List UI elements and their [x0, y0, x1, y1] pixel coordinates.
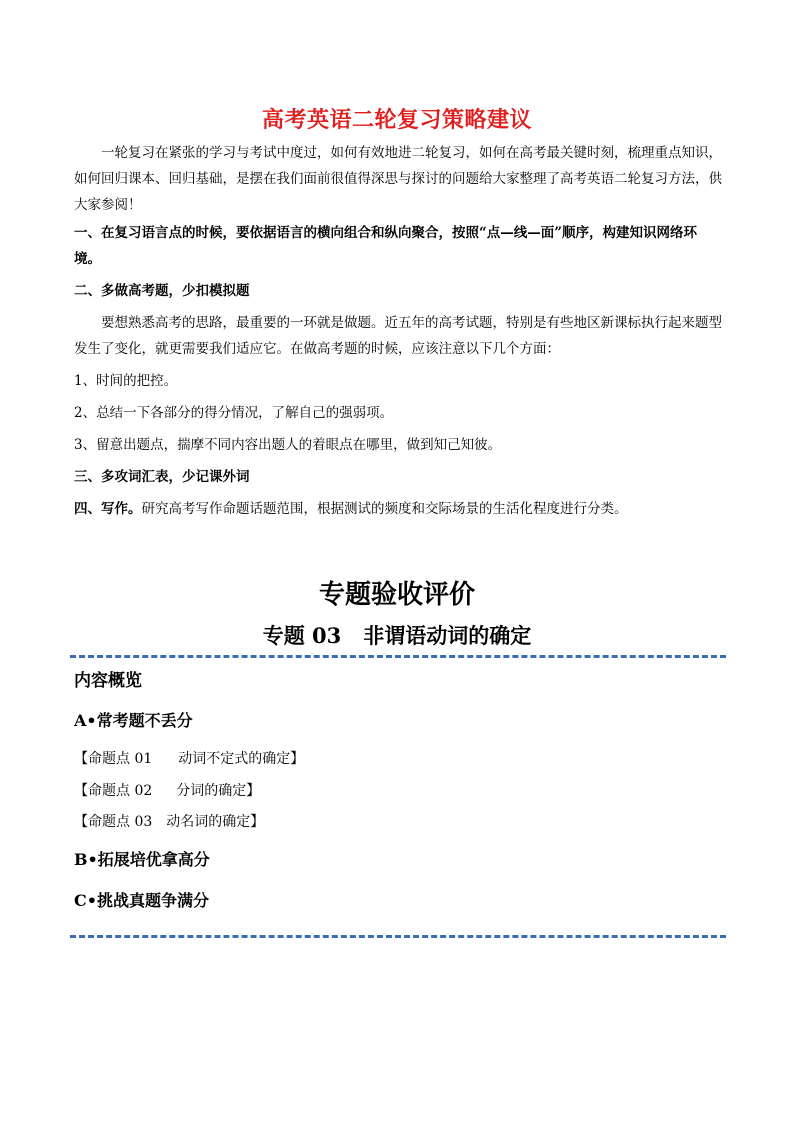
strategy-point-4-text: 研究高考写作命题话题范围，根据测试的频度和交际场景的生活化程度进行分类。	[141, 501, 628, 517]
strategy-point-2-body: 要想熟悉高考的思路，最重要的一环就是做题。近五年的高考试题，特别是有些地区新课标执行起来题型发生了变化，就更需要我们适应它。在做高考题的时候，应该注意以下几个方面：	[74, 315, 722, 357]
strategy-point-1: 一、在复习语言点的时候，要依据语言的横向组合和纵向聚合，按照“点—线—面”顺序，构建知识网络环境。	[74, 225, 698, 267]
subtitle-prefix: 专题 03	[262, 623, 342, 648]
strategy-point-3: 三、多攻词汇表，少记课外词	[74, 469, 250, 485]
topic-point-1	[74, 748, 304, 768]
topic-point-1-text: 动词不定式的确定】	[178, 751, 305, 767]
topic-point-1-label: 【命题点 01	[74, 751, 153, 767]
section-c-heading: C•挑战真题争满分	[74, 891, 209, 910]
tip-item-2: 2、总结一下各部分的得分情况，了解自己的强弱项。	[74, 405, 394, 421]
bottom-dashed-divider	[70, 935, 726, 938]
section-a-heading: A•常考题不丢分	[74, 711, 193, 730]
topic-point-3-text: 动名词的确定】	[166, 814, 265, 830]
strategy-point-2: 二、多做高考题，少扣模拟题	[74, 283, 250, 299]
topic-point-3-label: 【命题点 03	[74, 814, 153, 830]
tip-item-1: 1、时间的把控。	[74, 373, 178, 389]
section-b-heading: B•拓展培优拿高分	[74, 850, 210, 869]
topic-point-3	[74, 811, 264, 831]
topic-point-2-text: 分词的确定】	[176, 783, 261, 799]
top-dashed-divider	[70, 655, 726, 658]
strategy-point-4-label: 四、写作。	[74, 501, 142, 517]
subtitle-main: 非谓语动词的确定	[363, 623, 532, 648]
intro-block	[74, 140, 724, 522]
intro-paragraph: 一轮复习在紧张的学习与考试中度过，如何有效地进二轮复习，如何在高考最关键时刻，梳理重点知识，如何回归课本、回归基础，是摆在我们面前很值得深思与探讨的问题给大家整理了高考英语二轮复习方法，供大家参阅！	[74, 145, 722, 213]
tip-item-3: 3、留意出题点，揣摩不同内容出题人的着眼点在哪里，做到知己知彼。	[74, 437, 502, 453]
strategy-point-4	[74, 496, 724, 522]
section-subtitle	[0, 620, 794, 650]
overview-box	[74, 664, 724, 924]
section-title: 专题验收评价	[318, 580, 475, 610]
topic-point-2	[74, 780, 260, 800]
overview-heading: 内容概览	[74, 671, 142, 691]
document-title: 高考英语二轮复习策略建议	[261, 108, 532, 133]
topic-point-2-label: 【命题点 02	[74, 783, 153, 799]
